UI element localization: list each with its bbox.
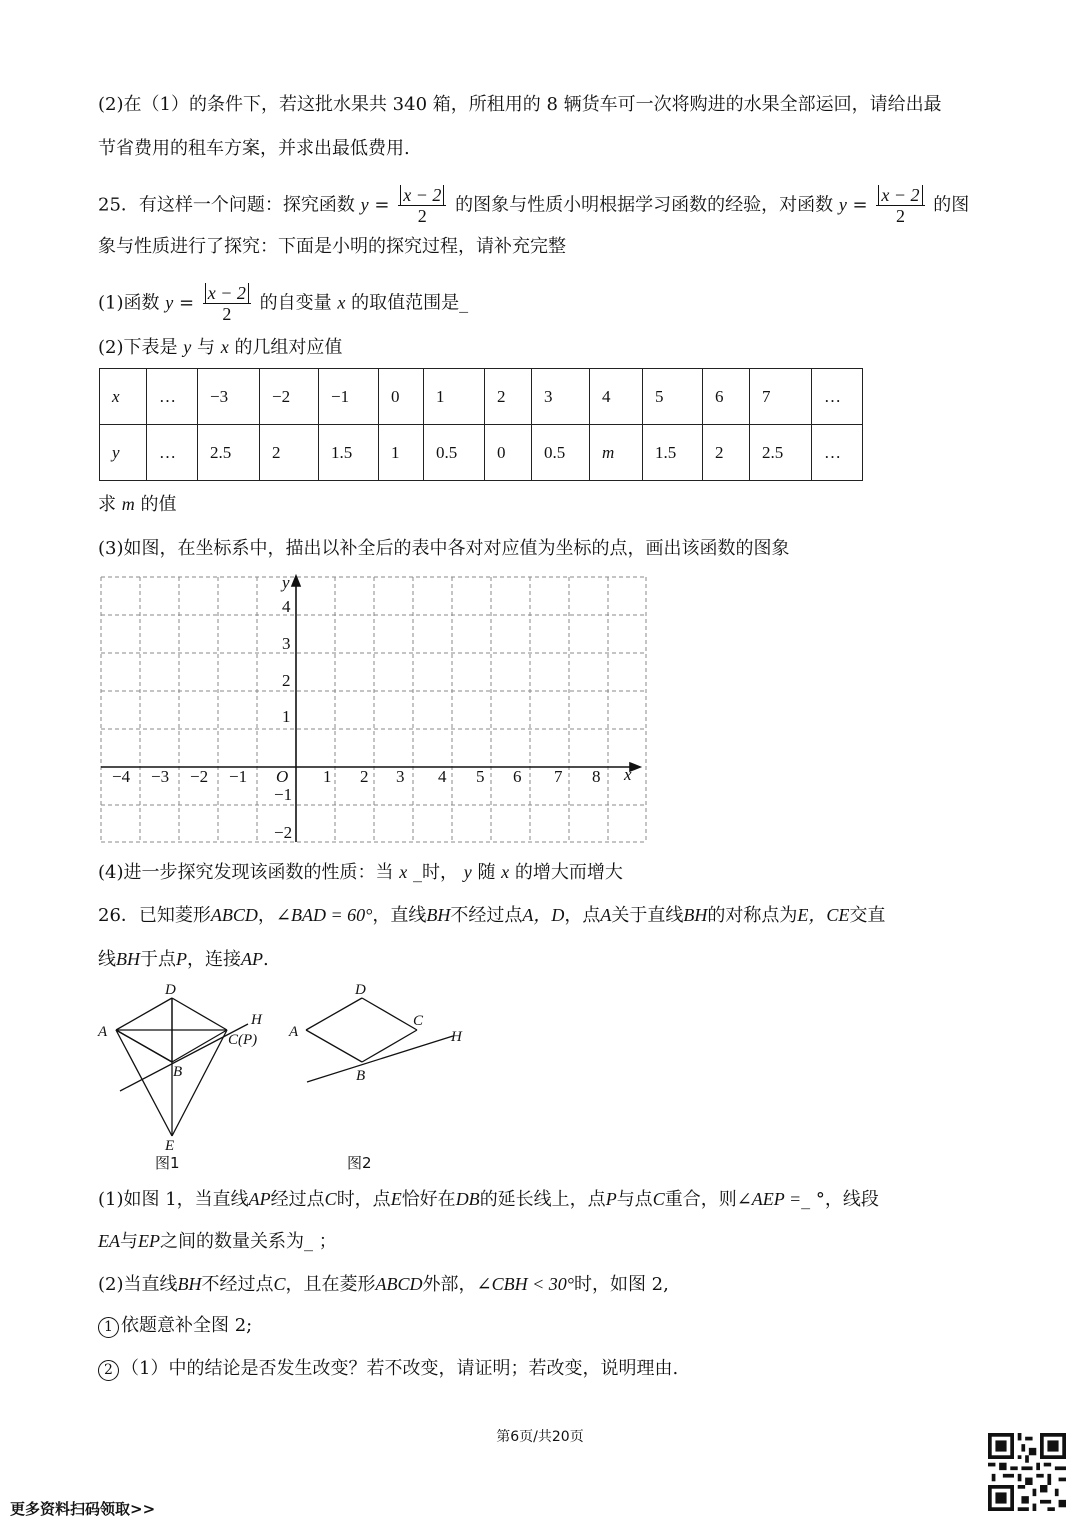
table-cell: 7 [750, 369, 812, 425]
math: A，D [522, 905, 565, 925]
q26-sub2-item1 [98, 1313, 252, 1339]
table-cell: 3 [532, 369, 590, 425]
grid-lines [101, 577, 646, 842]
q25-line1 [98, 185, 969, 226]
text: (2)下表是 [98, 337, 178, 358]
x-tick-label: 5 [476, 767, 485, 786]
table-cell: … [147, 425, 198, 481]
math: E [390, 1189, 402, 1209]
origin-label: O [276, 767, 289, 786]
point-label: C [413, 1013, 424, 1029]
math: E，CE [797, 905, 850, 925]
text: _时， [412, 862, 458, 883]
table-cell: 0.5 [424, 425, 485, 481]
text: ，点 [564, 905, 601, 926]
circled-number: 1 [98, 1317, 119, 1338]
math: P [605, 1189, 617, 1209]
text: 的图象与性质小明根据学习函数的经验，对函数 [455, 194, 834, 216]
y-tick-label: −2 [274, 823, 293, 842]
table-cell: … [812, 425, 863, 481]
figure-1 [95, 978, 285, 1178]
math: EA [98, 1231, 120, 1251]
q24-part2-line1: (2)在（1）的条件下，若这批水果共 340 箱，所租用的 8 辆货车可一次将购进的水果全部运回，请给出最 [98, 94, 942, 115]
q24-part2-line2: 节省费用的租车方案，并求出最低费用. [98, 138, 410, 159]
q26-line2 [98, 946, 269, 973]
value-table [99, 368, 863, 481]
math: BH [116, 949, 140, 969]
more-resources-link[interactable]: 更多资料扫码领取>> [10, 1500, 156, 1518]
x-tick-label: 3 [396, 767, 405, 786]
text: 重合，则 [664, 1189, 737, 1210]
text: 的自变量 [259, 292, 332, 314]
math: ∠AEP = [736, 1189, 802, 1209]
text: 经过点 [270, 1189, 325, 1210]
text: 26．已知菱形 [98, 905, 211, 926]
text: 与点 [616, 1189, 653, 1210]
q26-sub2 [98, 1271, 669, 1298]
table-cell: 2 [703, 425, 750, 481]
math: AP [248, 1189, 271, 1209]
x-tick-label: 7 [554, 767, 563, 786]
q25-part1 [98, 283, 468, 324]
text: （1）中的结论是否发生改变？若不改变，请证明；若改变，说明理由. [121, 1358, 679, 1379]
point-label: B [173, 1064, 183, 1080]
text: 的几组对应值 [234, 337, 343, 358]
text: (1)函数 [98, 292, 160, 314]
fraction [876, 185, 924, 226]
math: A [600, 905, 612, 925]
coordinate-grid [90, 568, 660, 853]
page-number: 第6页/共20页 [496, 1429, 584, 1445]
table-cell: 0 [485, 425, 532, 481]
q26-sub1-line1 [98, 1186, 879, 1213]
text: 时，点 [336, 1189, 391, 1210]
table-cell: 2.5 [750, 425, 812, 481]
table-cell: 2 [260, 425, 319, 481]
eq: = [374, 194, 390, 216]
table-cell: 2.5 [198, 425, 260, 481]
point-label: B [356, 1068, 366, 1084]
table-cell: 1 [379, 425, 424, 481]
x-tick-label: 1 [323, 767, 332, 786]
var-y: y [165, 292, 174, 313]
text: _ °，线段 [801, 1189, 879, 1210]
x-axis-label: x [624, 765, 632, 784]
var-x: x [220, 337, 229, 357]
math: C [273, 1274, 286, 1294]
var-y: y [360, 194, 369, 215]
table-cell: −2 [260, 369, 319, 425]
text: ，连接 [187, 949, 241, 970]
math: DB [455, 1189, 480, 1209]
math: BH [426, 905, 451, 925]
text: 与 [120, 1231, 138, 1252]
x-tick-label: −1 [229, 767, 248, 786]
numerator: x − 2 [400, 185, 444, 205]
table-cell: x [100, 369, 147, 425]
text: 时，如图 2, [573, 1274, 669, 1295]
text: 线 [98, 949, 116, 970]
point-label: D [165, 982, 176, 998]
var-x: x [337, 292, 346, 313]
figure-2 [285, 978, 485, 1178]
text: 的取值范围是_ [351, 292, 469, 314]
table-cell: … [812, 369, 863, 425]
text: 的图 [933, 194, 970, 216]
var-m: m [121, 494, 135, 514]
x-tick-label: 6 [513, 767, 522, 786]
var-y: y [838, 194, 847, 215]
table-cell: 4 [590, 369, 643, 425]
math: ABCD [210, 905, 258, 925]
text: 之间的数量关系为_ ； [160, 1231, 337, 1252]
point-label: D [355, 982, 366, 998]
y-axis-label: y [282, 573, 290, 592]
point-label: E [165, 1138, 175, 1154]
text: 25．有这样一个问题：探究函数 [98, 194, 355, 216]
denominator: 2 [895, 206, 905, 226]
math: C [324, 1189, 337, 1209]
q25-part4 [98, 859, 623, 886]
table-cell: −1 [319, 369, 379, 425]
text: ，直线 [372, 905, 427, 926]
q25-line2: 象与性质进行了探究：下面是小明的探究过程，请补充完整 [98, 236, 566, 257]
math: C [652, 1189, 665, 1209]
x-tick-label: −3 [151, 767, 170, 786]
math: P [176, 949, 187, 969]
fraction [398, 185, 446, 226]
math: BH [177, 1274, 202, 1294]
table-cell: 0 [379, 369, 424, 425]
x-tick-label: −4 [112, 767, 131, 786]
text: ， [257, 905, 276, 926]
numerator: x − 2 [878, 185, 922, 205]
y-tick-label: −1 [274, 785, 293, 804]
text: 随 [477, 862, 496, 883]
circled-number: 2 [98, 1360, 119, 1381]
text: ，且在菱形 [285, 1274, 376, 1295]
text: 交直 [849, 905, 886, 926]
y-tick-label: 2 [282, 671, 291, 690]
text: 不经过点 [450, 905, 523, 926]
x-tick-label: 2 [360, 767, 369, 786]
figure-1-caption: 图1 [155, 1154, 180, 1172]
y-tick-label: 3 [282, 634, 291, 653]
eq: = [178, 292, 195, 314]
text: (4)进一步探究发现该函数的性质：当 [98, 862, 394, 883]
point-label: H [451, 1029, 462, 1045]
table-cell: 6 [703, 369, 750, 425]
var-y: y [463, 862, 472, 882]
x-tick-label: 4 [438, 767, 447, 786]
math: EP [138, 1231, 160, 1251]
text: 恰好在 [401, 1189, 456, 1210]
table-row-x [100, 369, 863, 425]
table-cell: … [147, 369, 198, 425]
numerator: x − 2 [205, 283, 249, 303]
x-tick-label: −2 [190, 767, 209, 786]
denominator: 2 [222, 304, 232, 324]
text: . [263, 949, 269, 970]
math: ∠CBH < 30° [476, 1274, 574, 1294]
math: ABCD [375, 1274, 423, 1294]
text: 的对称点为 [707, 905, 798, 926]
text: 于点 [140, 949, 176, 970]
text: 的值 [140, 494, 177, 515]
figure-2-lines [306, 998, 453, 1082]
math: AP [241, 949, 263, 969]
denominator: 2 [417, 206, 427, 226]
table-row-y [100, 425, 863, 481]
text: 的增大而增大 [514, 862, 623, 883]
y-tick-label: 1 [282, 707, 291, 726]
q25-part3: (3)如图，在坐标系中，描出以补全后的表中各对对应值为坐标的点，画出该函数的图象 [98, 538, 790, 559]
text: (1)如图 1，当直线 [98, 1189, 249, 1210]
var-y: y [183, 337, 192, 357]
table-cell: 2 [485, 369, 532, 425]
text: 与 [196, 337, 215, 358]
ask-m [98, 491, 176, 518]
fraction [203, 283, 251, 324]
figure-2-caption: 图2 [347, 1154, 372, 1172]
math: BH [683, 905, 708, 925]
text: (2)当直线 [98, 1274, 178, 1295]
eq: = [852, 194, 868, 216]
point-label: A [98, 1024, 108, 1040]
qr-code-icon[interactable] [988, 1433, 1066, 1511]
math: ∠BAD = 60° [275, 905, 373, 925]
q26-line1 [98, 902, 885, 929]
table-cell: 5 [643, 369, 703, 425]
text: 关于直线 [611, 905, 684, 926]
q26-sub1-line2 [98, 1228, 337, 1255]
table-cell: y [100, 425, 147, 481]
table-cell: 1.5 [643, 425, 703, 481]
var-x: x [501, 862, 510, 882]
table-cell: 1.5 [319, 425, 379, 481]
y-tick-label: 4 [282, 597, 291, 616]
table-cell: −3 [198, 369, 260, 425]
text: 不经过点 [201, 1274, 274, 1295]
table-cell: 0.5 [532, 425, 590, 481]
table-cell: 1 [424, 369, 485, 425]
text: 的延长线上，点 [479, 1189, 606, 1210]
table-cell: m [590, 425, 643, 481]
point-label: H [251, 1012, 262, 1028]
point-label: C(P) [228, 1032, 258, 1048]
x-tick-label: 8 [592, 767, 601, 786]
text: 外部， [422, 1274, 477, 1295]
q25-part2 [98, 334, 342, 361]
text: 求 [98, 494, 116, 515]
q26-sub2-item2 [98, 1356, 678, 1382]
var-x: x [399, 862, 408, 882]
text: 依题意补全图 2; [121, 1315, 253, 1336]
point-label: A [289, 1024, 299, 1040]
